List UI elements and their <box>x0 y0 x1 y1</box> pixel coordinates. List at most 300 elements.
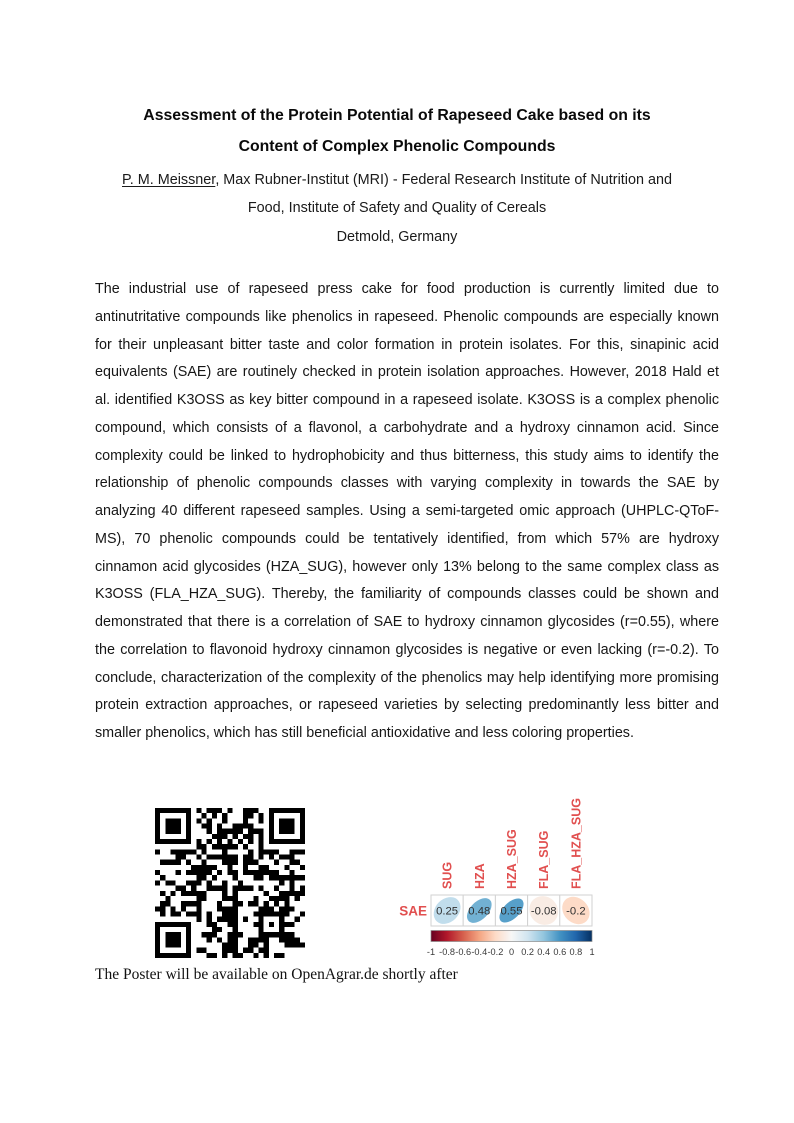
qr-module <box>171 911 176 916</box>
qr-module <box>171 880 176 885</box>
qr-module <box>212 865 217 870</box>
qr-module <box>284 901 289 906</box>
qr-module <box>202 813 207 818</box>
qr-module <box>274 953 279 958</box>
qr-module <box>212 813 217 818</box>
qr-module <box>222 818 227 823</box>
qr-module <box>248 937 253 942</box>
qr-module <box>186 927 191 932</box>
qr-module <box>155 813 160 818</box>
qr-module <box>300 834 305 839</box>
qr-module <box>279 911 284 916</box>
qr-module <box>176 849 181 854</box>
qr-module <box>176 942 181 947</box>
qr-module <box>248 860 253 865</box>
qr-module <box>274 849 279 854</box>
qr-module <box>165 808 170 813</box>
qr-module <box>165 932 170 937</box>
qr-module <box>160 891 165 896</box>
qr-module <box>202 891 207 896</box>
qr-module <box>227 870 232 875</box>
correlation-plot <box>391 796 603 960</box>
qr-module <box>186 818 191 823</box>
qr-module <box>222 911 227 916</box>
qr-module <box>233 927 238 932</box>
qr-module <box>279 906 284 911</box>
qr-module <box>222 834 227 839</box>
qr-module <box>207 917 212 922</box>
qr-module <box>186 824 191 829</box>
qr-module <box>181 891 186 896</box>
qr-module <box>238 829 243 834</box>
qr-module <box>176 824 181 829</box>
qr-module <box>227 839 232 844</box>
qr-module <box>186 839 191 844</box>
qr-module <box>295 875 300 880</box>
qr-module <box>269 911 274 916</box>
qr-module <box>243 870 248 875</box>
qr-module <box>176 911 181 916</box>
qr-module <box>217 855 222 860</box>
qr-module <box>284 875 289 880</box>
qr-module <box>222 886 227 891</box>
corr-col-label: FLA_SUG <box>537 830 552 889</box>
qr-module <box>155 932 160 937</box>
qr-module <box>217 829 222 834</box>
qr-module <box>274 808 279 813</box>
qr-module <box>227 922 232 927</box>
qr-module <box>243 808 248 813</box>
author-name: P. M. Meissner <box>122 172 216 188</box>
qr-module <box>253 808 258 813</box>
qr-module <box>217 906 222 911</box>
qr-module <box>284 932 289 937</box>
qr-module <box>160 922 165 927</box>
qr-module <box>258 829 263 834</box>
qr-module <box>171 808 176 813</box>
qr-module <box>155 839 160 844</box>
qr-module <box>165 839 170 844</box>
qr-module <box>165 942 170 947</box>
qr-module <box>227 948 232 953</box>
qr-module <box>176 839 181 844</box>
qr-module <box>227 932 232 937</box>
qr-module <box>248 855 253 860</box>
qr-module <box>196 839 201 844</box>
qr-module <box>289 937 294 942</box>
qr-module <box>264 911 269 916</box>
author-line-1 <box>85 166 709 194</box>
colorbar-tick: -0.8 <box>439 947 456 957</box>
qr-module <box>207 880 212 885</box>
qr-module <box>269 849 274 854</box>
qr-module <box>284 824 289 829</box>
qr-module <box>222 953 227 958</box>
qr-module <box>258 922 263 927</box>
qr-module <box>284 829 289 834</box>
qr-module <box>295 942 300 947</box>
qr-module <box>248 808 253 813</box>
qr-module <box>274 901 279 906</box>
qr-module <box>171 849 176 854</box>
qr-module <box>274 932 279 937</box>
qr-module <box>222 849 227 854</box>
qr-module <box>222 880 227 885</box>
qr-module <box>300 839 305 844</box>
qr-module <box>233 824 238 829</box>
qr-module <box>253 922 258 927</box>
qr-module <box>222 906 227 911</box>
qr-module <box>289 922 294 927</box>
qr-module <box>227 808 232 813</box>
qr-module <box>155 953 160 958</box>
qr-module <box>171 932 176 937</box>
qr-module <box>295 839 300 844</box>
qr-module <box>243 818 248 823</box>
qr-module <box>155 818 160 823</box>
qr-module <box>253 896 258 901</box>
corr-value: 0.25 <box>436 905 459 918</box>
qr-module <box>289 808 294 813</box>
qr-module <box>258 855 263 860</box>
qr-module <box>207 886 212 891</box>
qr-module <box>212 927 217 932</box>
qr-module <box>191 870 196 875</box>
qr-module <box>176 932 181 937</box>
qr-module <box>222 891 227 896</box>
qr-module <box>186 829 191 834</box>
qr-module <box>186 948 191 953</box>
qr-module <box>233 886 238 891</box>
qr-module <box>212 953 217 958</box>
qr-module <box>176 808 181 813</box>
qr-module <box>264 932 269 937</box>
qr-module <box>202 849 207 854</box>
qr-module <box>186 932 191 937</box>
qr-module <box>217 839 222 844</box>
qr-module <box>227 942 232 947</box>
qr-module <box>258 818 263 823</box>
qr-module <box>165 901 170 906</box>
qr-module <box>274 860 279 865</box>
qr-module <box>264 953 269 958</box>
qr-module <box>284 922 289 927</box>
qr-module <box>264 937 269 942</box>
qr-module <box>227 917 232 922</box>
qr-module <box>207 839 212 844</box>
qr-module <box>233 937 238 942</box>
qr-module <box>238 886 243 891</box>
qr-module <box>222 942 227 947</box>
qr-module <box>212 875 217 880</box>
qr-module <box>258 886 263 891</box>
qr-module <box>171 829 176 834</box>
colorbar-tick: -0.4 <box>471 947 488 957</box>
qr-module <box>289 891 294 896</box>
corr-value: -0.08 <box>530 905 557 918</box>
qr-module <box>253 937 258 942</box>
qr-module <box>289 880 294 885</box>
qr-module <box>295 896 300 901</box>
qr-module <box>253 953 258 958</box>
qr-module <box>284 937 289 942</box>
qr-module <box>295 808 300 813</box>
abstract-paragraph: The industrial use of rapeseed press cake for food production is currently limited due to antinutritative compounds like phenolics in rapeseed. Phenolic compounds are especially known for their unpleasant bitter taste and color formation in protein isolates. For this, sinapinic acid equivalents (SAE) are routinely checked in protein isolation approaches. However, 2018 Hald et al. identified K3OSS as key bitter compound in a rapeseed isolate. K3OSS is a complex phenolic compound, which consists of a flavonol, a carbohydrate and a hydroxy cinnamon acid. Since complexity could be linked to hydrophobicity and thus bitterness, this study aims to identify the relationship of phenolic compounds classes with varying complexity in towards the SAE by analyzing 40 different rapeseed samples. Using a semi-targeted omic approach (UHPLC-QToF-MS), 70 phenolic compounds could be tentatively identified, from which 57% are hydroxy cinnamon acid glycosides (HZA_SUG), however only 13% belong to the same complex class as K3OSS (FLA_HZA_SUG). Thereby, the familiarity of compounds classes could be shown and demonstrated that there is a correlation of SAE to hydroxy cinnamon glycosides (r=0.55), where the correlation to flavonoid hydroxy cinnamon glycosides is negative or even lacking (r=-0.2). To conclude, characterization of the complexity of the phenolics may help identifying more promising protein extraction approaches, or rapeseed varieties by selecting predominantly less bitter and smaller phenolics, which has still beneficial antioxidative and less coloring properties. <box>95 281 719 741</box>
qr-module <box>202 896 207 901</box>
corr-row-label: SAE <box>399 903 427 919</box>
qr-module <box>269 932 274 937</box>
qr-module <box>176 886 181 891</box>
qr-module <box>264 901 269 906</box>
qr-module <box>160 808 165 813</box>
qr-module <box>284 891 289 896</box>
qr-module <box>258 834 263 839</box>
qr-module <box>238 880 243 885</box>
qr-module <box>181 808 186 813</box>
qr-module <box>186 834 191 839</box>
qr-module <box>227 855 232 860</box>
qr-module <box>207 870 212 875</box>
qr-module <box>289 855 294 860</box>
qr-module <box>269 906 274 911</box>
qr-module <box>279 818 284 823</box>
qr-module <box>269 829 274 834</box>
corr-col-label: FLA_HZA_SUG <box>569 798 584 889</box>
qr-module <box>202 948 207 953</box>
qr-module <box>181 922 186 927</box>
qr-module <box>284 942 289 947</box>
qr-module <box>258 932 263 937</box>
qr-module <box>233 891 238 896</box>
qr-module <box>155 849 160 854</box>
qr-module <box>279 880 284 885</box>
qr-module <box>186 870 191 875</box>
qr-module <box>207 855 212 860</box>
qr-module <box>258 849 263 854</box>
qr-module <box>171 839 176 844</box>
qr-module <box>207 824 212 829</box>
qr-module <box>243 860 248 865</box>
qr-module <box>258 927 263 932</box>
qr-module <box>202 932 207 937</box>
qr-module <box>300 813 305 818</box>
qr-module <box>207 922 212 927</box>
qr-module <box>186 849 191 854</box>
qr-module <box>300 849 305 854</box>
qr-module <box>279 896 284 901</box>
qr-module <box>258 875 263 880</box>
qr-module <box>196 901 201 906</box>
colorbar-tick: 0 <box>508 947 515 957</box>
qr-module <box>233 844 238 849</box>
qr-module <box>176 818 181 823</box>
qr-module <box>191 849 196 854</box>
qr-module <box>289 839 294 844</box>
qr-module <box>233 870 238 875</box>
colorbar-tick: -0.2 <box>487 947 504 957</box>
qr-module <box>269 824 274 829</box>
qr-module <box>284 911 289 916</box>
qr-module <box>160 839 165 844</box>
qr-module <box>284 808 289 813</box>
corr-value: -0.2 <box>566 905 586 918</box>
qr-module <box>155 824 160 829</box>
qr-module <box>155 948 160 953</box>
qr-module <box>289 824 294 829</box>
qr-module <box>300 824 305 829</box>
qr-module <box>196 870 201 875</box>
qr-module <box>171 824 176 829</box>
qr-module <box>274 870 279 875</box>
qr-module <box>258 911 263 916</box>
qr-module <box>248 948 253 953</box>
qr-module <box>212 844 217 849</box>
qr-module <box>171 953 176 958</box>
qr-module <box>181 886 186 891</box>
qr-module <box>186 880 191 885</box>
qr-module <box>248 849 253 854</box>
qr-module <box>269 896 274 901</box>
qr-module <box>217 901 222 906</box>
qr-module <box>186 911 191 916</box>
qr-module <box>155 927 160 932</box>
qr-module <box>217 870 222 875</box>
qr-module <box>207 829 212 834</box>
qr-module <box>269 875 274 880</box>
qr-module <box>279 855 284 860</box>
qr-module <box>202 865 207 870</box>
colorbar-tick: 0.4 <box>537 947 551 957</box>
qr-module <box>227 937 232 942</box>
qr-module <box>207 808 212 813</box>
qr-module <box>264 891 269 896</box>
qr-module <box>196 891 201 896</box>
colorbar-tick: 0.6 <box>553 947 567 957</box>
qr-module <box>176 870 181 875</box>
qr-module <box>155 922 160 927</box>
qr-module <box>279 824 284 829</box>
qr-module <box>165 829 170 834</box>
qr-module <box>289 829 294 834</box>
qr-module <box>243 917 248 922</box>
qr-module <box>243 948 248 953</box>
qr-module <box>227 844 232 849</box>
author-location: Detmold, Germany <box>336 228 458 245</box>
qr-module <box>233 906 238 911</box>
qr-module <box>269 855 274 860</box>
qr-module <box>196 896 201 901</box>
qr-module <box>212 886 217 891</box>
qr-module <box>279 808 284 813</box>
qr-module <box>202 875 207 880</box>
qr-module <box>186 901 191 906</box>
qr-module <box>196 875 201 880</box>
qr-module <box>279 927 284 932</box>
qr-module <box>171 906 176 911</box>
qr-module <box>233 875 238 880</box>
qr-module <box>171 891 176 896</box>
qr-module <box>217 927 222 932</box>
qr-module <box>196 808 201 813</box>
qr-module <box>191 865 196 870</box>
qr-module <box>269 870 274 875</box>
title-line-2: Content of Complex Phenolic Compounds <box>238 138 556 155</box>
qr-module <box>248 834 253 839</box>
qr-module <box>243 886 248 891</box>
qr-module <box>155 906 160 911</box>
qr-module <box>300 818 305 823</box>
qr-module <box>202 860 207 865</box>
qr-module <box>196 911 201 916</box>
qr-module <box>264 948 269 953</box>
qr-module <box>284 855 289 860</box>
qr-module <box>243 855 248 860</box>
qr-module <box>222 948 227 953</box>
qr-module <box>191 886 196 891</box>
qr-module <box>217 917 222 922</box>
qr-module <box>165 937 170 942</box>
qr-module <box>176 922 181 927</box>
qr-module <box>202 824 207 829</box>
title-line-1: Assessment of the Protein Potential of Rapeseed Cake based on its <box>143 107 651 124</box>
poster-availability-note: The Poster will be available on OpenAgrar.de shortly after <box>95 966 458 983</box>
qr-module <box>176 953 181 958</box>
qr-module <box>284 839 289 844</box>
qr-module <box>165 880 170 885</box>
qr-module <box>300 865 305 870</box>
qr-module <box>196 948 201 953</box>
qr-module <box>248 870 253 875</box>
qr-module <box>233 953 238 958</box>
qr-module <box>248 942 253 947</box>
qr-module <box>300 875 305 880</box>
qr-module <box>212 808 217 813</box>
qr-module <box>155 870 160 875</box>
qr-module <box>160 911 165 916</box>
qr-module <box>171 937 176 942</box>
qr-module <box>274 896 279 901</box>
qr-module <box>233 917 238 922</box>
qr-module <box>289 860 294 865</box>
qr-module <box>253 829 258 834</box>
qr-module <box>212 834 217 839</box>
qr-module <box>186 813 191 818</box>
qr-module <box>207 865 212 870</box>
qr-code <box>154 808 306 958</box>
qr-module <box>269 922 274 927</box>
qr-module <box>160 953 165 958</box>
qr-module <box>233 911 238 916</box>
qr-module <box>289 932 294 937</box>
colorbar <box>431 931 592 942</box>
qr-module <box>227 906 232 911</box>
qr-module <box>269 813 274 818</box>
qr-module <box>233 860 238 865</box>
corr-col-label: SUG <box>440 861 455 889</box>
qr-module <box>217 844 222 849</box>
qr-module <box>186 942 191 947</box>
qr-module <box>289 818 294 823</box>
qr-module <box>264 906 269 911</box>
qr-module <box>176 829 181 834</box>
qr-module <box>207 911 212 916</box>
qr-module <box>243 824 248 829</box>
qr-module <box>155 937 160 942</box>
qr-module <box>300 911 305 916</box>
qr-module <box>233 932 238 937</box>
qr-module <box>289 906 294 911</box>
corr-col-label: HZA_SUG <box>505 829 519 889</box>
